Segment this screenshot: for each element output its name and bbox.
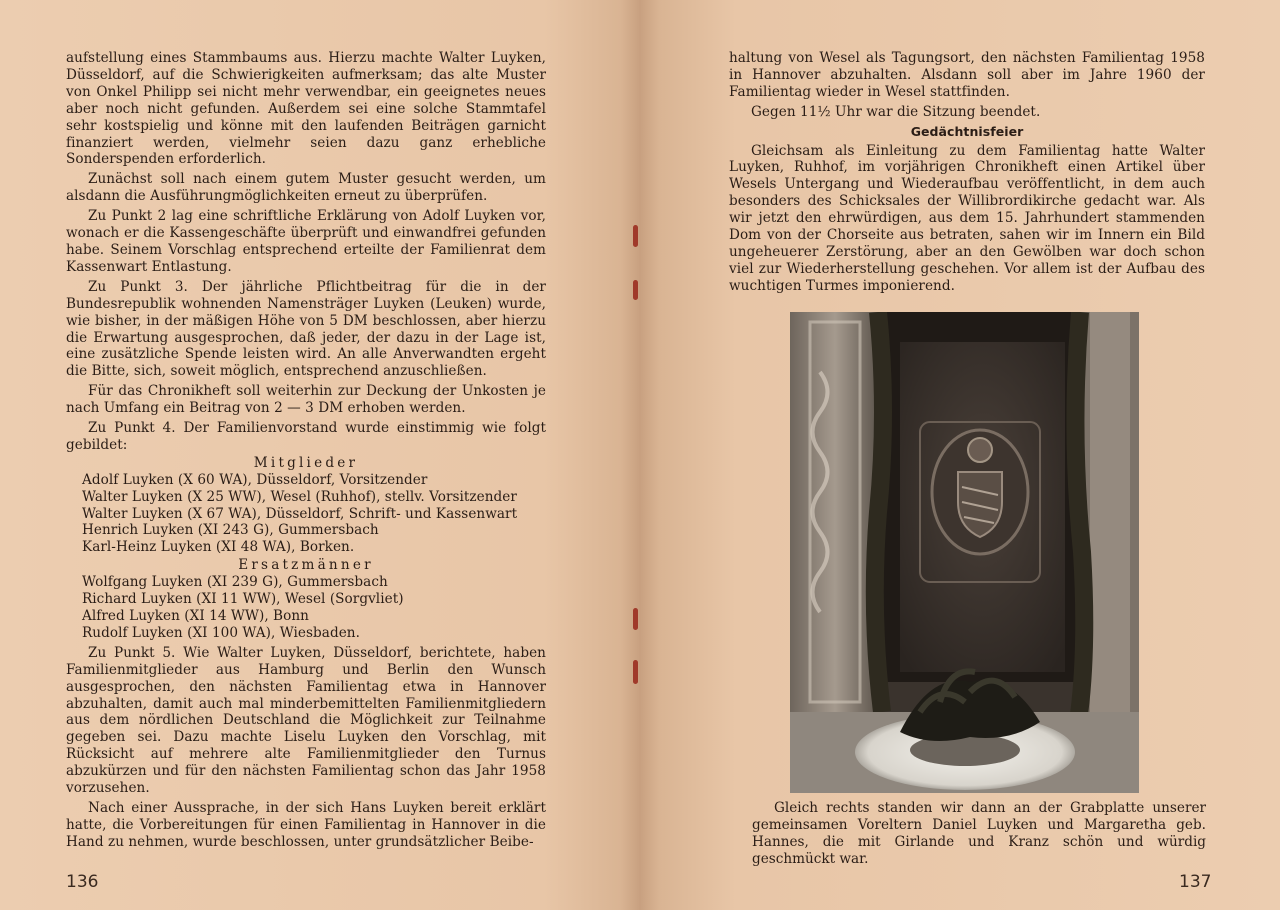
ersatz-list <box>66 574 546 642</box>
mitglieder-heading: Mitglieder <box>253 454 359 471</box>
list-item: Richard Luyken (XI 11 WW), Wesel (Sorgvliet) <box>82 591 404 608</box>
paragraph: haltung von Wesel als Tagungsort, den nächsten Familientag 1958 in Hannover abzuhalten. Alsdann soll aber im Jahre 1960 der Familientag wieder in Wesel stattfinden. <box>729 50 1205 100</box>
paragraph: Zu Punkt 4. Der Familienvorstand wurde einstimmig wie folgt gebildet: <box>66 420 546 453</box>
list-item: Alfred Luyken (XI 14 WW), Bonn <box>82 608 309 624</box>
paragraph: Zu Punkt 2 lag eine schriftliche Erklärung von Adolf Luyken vor, wonach er die Kassengeschäfte überprüft und einwandfrei gefunden habe. Seinem Vorschlag entsprechend erteilte der Familienrat dem Kassenwart Entlastung. <box>66 208 546 275</box>
binding-thread <box>633 660 638 684</box>
list-item: Wolfgang Luyken (XI 239 G), Gummersbach <box>82 574 388 591</box>
paragraph: Gleichsam als Einleitung zu dem Familientag hatte Walter Luyken, Ruhhof, im vorjährigen Chronikheft einen Artikel über Wesels Untergang und Wiederaufbau veröffentlicht, in dem auch besonders des Schicksales der Willibrordikirche gedacht war. Als wir jetzt den ehrwürdigen, aus dem 15. Jahrhundert stammenden Dom von der Chorseite aus betraten, sahen wir im Innern ein Bild ungeheuerer Zerstörung, aber an den Gewölben war doch schon viel zur Wiederherstellung geschehen. Vor allem ist der Aufbau des wuchtigen Turmes imponierend. <box>729 142 1205 294</box>
list-item: Walter Luyken (X 67 WA), Düsseldorf, Schrift- und Kassenwart <box>82 505 518 522</box>
binding-thread <box>633 280 638 300</box>
list-item: Henrich Luyken (XI 243 G), Gummersbach <box>82 522 379 539</box>
paragraph: Zu Punkt 5. Wie Walter Luyken, Düsseldorf, berichtete, haben Familienmitglieder aus Hamburg und Berlin den Wunsch ausgesprochen, den nächsten Familientag etwa in Hannover abzuhalten, damit auch mal minderbemittelten Familienmitgliedern aus dem nördlichen Deutschland die Möglichkeit zur Teilnahme gegeben sei. Dazu machte Liselu Luyken den Vorschlag, mit Rücksicht auf mehrere alte Familienmitglieder den Turnus abzukürzen und für den nächsten Familientag schon das Jahr 1958 vorzusehen. <box>66 644 546 797</box>
section-heading: Gedächtnisfeier <box>910 123 1024 139</box>
paragraph: Zunächst soll nach einem gutem Muster gesucht werden, um alsdann die Ausführungmöglichkeiten erneut zu überprüfen. <box>66 171 546 205</box>
list-item: Rudolf Luyken (XI 100 WA), Wiesbaden. <box>82 624 360 641</box>
gravestone-photo-image <box>790 312 1139 793</box>
photo-caption: Gleich rechts standen wir dann an der Grabplatte unserer gemeinsamen Voreltern Daniel Luyken und Margaretha geb. Hannes, die mit Girlande und Kranz schön und würdig geschmückt war. <box>752 800 1206 867</box>
paragraph: Nach einer Aussprache, in der sich Hans Luyken bereit erklärt hatte, die Vorbereitungen für einen Familientag in Hannover in die Hand zu nehmen, wurde beschlossen, unter grundsätzlicher Beibe- <box>66 799 546 850</box>
gravestone-photo <box>790 312 1139 793</box>
binding-thread <box>633 225 638 247</box>
page-number: 137 <box>1179 872 1212 892</box>
binding-thread <box>633 608 638 630</box>
right-page <box>640 0 1280 910</box>
paragraph: Für das Chronikheft soll weiterhin zur Deckung der Unkosten je nach Umfang ein Beitrag von 2 — 3 DM erhoben werden. <box>66 383 546 417</box>
list-item: Walter Luyken (X 25 WW), Wesel (Ruhhof), stellv. Vorsitzender <box>82 488 517 505</box>
mitglieder-list <box>66 472 546 557</box>
paragraph: Gegen 11½ Uhr war die Sitzung beendet. <box>751 103 1041 120</box>
ersatz-heading: Ersatzmänner <box>238 557 374 574</box>
left-page-text <box>66 50 546 851</box>
list-item: Karl-Heinz Luyken (XI 48 WA), Borken. <box>82 539 355 556</box>
right-page-text <box>729 50 1205 295</box>
paragraph: aufstellung eines Stammbaums aus. Hierzu machte Walter Luyken, Düsseldorf, auf die Schwierigkeiten aufmerksam; das alte Muster von Onkel Philipp sei nicht mehr verwendbar, ein geeignetes neues aber noch nicht gefunden. Außerdem sei eine solche Stammtafel sehr kostspielig und könne mit den laufenden Beiträgen garnicht finanziert werden, vielmehr seien dazu ganz erhebliche Sonderspenden erforderlich. <box>66 50 546 168</box>
page-number: 136 <box>66 872 99 892</box>
list-item: Adolf Luyken (X 60 WA), Düsseldorf, Vorsitzender <box>82 471 428 488</box>
paragraph: Zu Punkt 3. Der jährliche Pflichtbeitrag für die in der Bundesrepublik wohnenden Namensträger Luyken (Leuken) wurde, wie bisher, in der mäßigen Höhe von 5 DM beschlossen, aber hierzu die Erwartung ausgesprochen, daß jeder, der dazu in der Lage ist, eine zusätzliche Spende leisten wird. An alle Anverwandten ergeht die Bitte, sich, soweit möglich, entsprechend anzuschließen. <box>66 278 546 380</box>
